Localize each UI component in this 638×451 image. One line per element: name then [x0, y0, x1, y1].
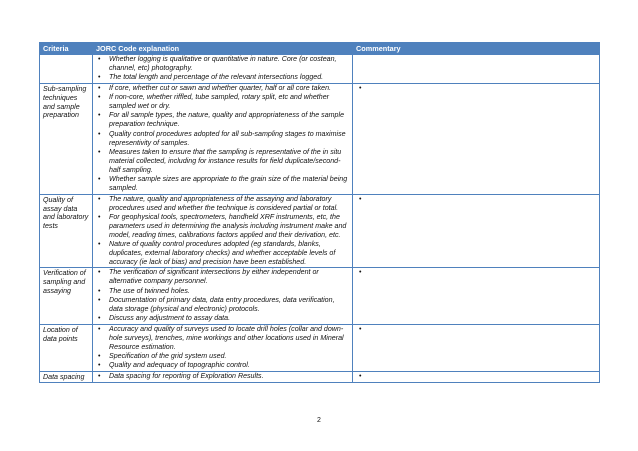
explanation-cell: [93, 371, 353, 382]
list-item: • Quality and adequacy of topographic control.: [109, 361, 349, 370]
commentary-bullet: •: [359, 83, 362, 92]
commentary-bullet: •: [359, 268, 362, 277]
explanation-list: [95, 268, 349, 323]
criteria-cell: Location of data points: [40, 324, 93, 371]
table-row: [40, 268, 600, 324]
criteria-cell: Sub-sampling techniques and sample preparation: [40, 83, 93, 194]
explanation-cell: [93, 83, 353, 194]
page-number: 2: [317, 417, 321, 424]
explanation-list: [95, 55, 349, 82]
commentary-cell: [353, 371, 600, 382]
criteria-cell: Verification of sampling and assaying: [40, 268, 93, 324]
commentary-cell: [353, 268, 600, 324]
list-item: • For geophysical tools, spectrometers, handheld XRF instruments, etc, the parameters used in determining the analysis including instrument make and model, reading times, calibrations factors applied and their derivation, etc.: [109, 213, 349, 240]
table-row: [40, 371, 600, 382]
explanation-list: [95, 325, 349, 371]
jorc-table: [39, 42, 600, 383]
list-item: • Data spacing for reporting of Exploration Results.: [109, 372, 349, 381]
table-row: [40, 324, 600, 371]
explanation-cell: [93, 268, 353, 324]
explanation-list: [95, 84, 349, 193]
explanation-cell: [93, 324, 353, 371]
commentary-cell: [353, 83, 600, 194]
list-item: • Accuracy and quality of surveys used to locate drill holes (collar and down-hole surveys), trenches, mine workings and other locations used in Mineral Resource estimation.: [109, 325, 349, 352]
commentary-cell: [353, 194, 600, 268]
table-row: [40, 55, 600, 84]
list-item: • The verification of significant intersections by either independent or alternative company personnel.: [109, 268, 349, 286]
list-item: • If core, whether cut or sawn and whether quarter, half or all core taken.: [109, 84, 349, 93]
list-item: • The use of twinned holes.: [109, 287, 349, 296]
table-row: [40, 83, 600, 194]
explanation-list: [95, 372, 349, 381]
table-header-row: [40, 43, 600, 55]
list-item: • Nature of quality control procedures adopted (eg standards, blanks, duplicates, external laboratory checks) and whether acceptable levels of accuracy (ie lack of bias) and precision have been established.: [109, 240, 349, 267]
list-item: • The total length and percentage of the relevant intersections logged.: [109, 73, 349, 82]
explanation-cell: [93, 194, 353, 268]
header-commentary: Commentary: [353, 43, 600, 55]
explanation-cell: [93, 55, 353, 84]
criteria-cell: Data spacing: [40, 371, 93, 382]
criteria-cell: [40, 55, 93, 84]
criteria-cell: Quality of assay data and laboratory tests: [40, 194, 93, 268]
commentary-cell: [353, 55, 600, 84]
list-item: • Whether logging is qualitative or quantitative in nature. Core (or costean, channel, etc) photography.: [109, 55, 349, 73]
list-item: • Measures taken to ensure that the sampling is representative of the in situ material collected, including for instance results for field duplicate/second-half sampling.: [109, 148, 349, 175]
list-item: • Quality control procedures adopted for all sub-sampling stages to maximise representivity of samples.: [109, 130, 349, 148]
list-item: • Specification of the grid system used.: [109, 352, 349, 361]
list-item: • If non-core, whether riffled, tube sampled, rotary split, etc and whether sampled wet or dry.: [109, 93, 349, 111]
list-item: • Whether sample sizes are appropriate to the grain size of the material being sampled.: [109, 175, 349, 193]
commentary-bullet: •: [359, 324, 362, 333]
explanation-list: [95, 195, 349, 267]
list-item: • The nature, quality and appropriateness of the assaying and laboratory procedures used and whether the technique is considered partial or total.: [109, 195, 349, 213]
list-item: • For all sample types, the nature, quality and appropriateness of the sample preparation technique.: [109, 111, 349, 129]
list-item: • Discuss any adjustment to assay data.: [109, 314, 349, 323]
commentary-cell: [353, 324, 600, 371]
commentary-bullet: •: [359, 371, 362, 380]
header-jorc-explanation: JORC Code explanation: [93, 43, 353, 55]
header-criteria: Criteria: [40, 43, 93, 55]
table-row: [40, 194, 600, 268]
list-item: • Documentation of primary data, data entry procedures, data verification, data storage (physical and electronic) protocols.: [109, 296, 349, 314]
commentary-bullet: •: [359, 194, 362, 203]
